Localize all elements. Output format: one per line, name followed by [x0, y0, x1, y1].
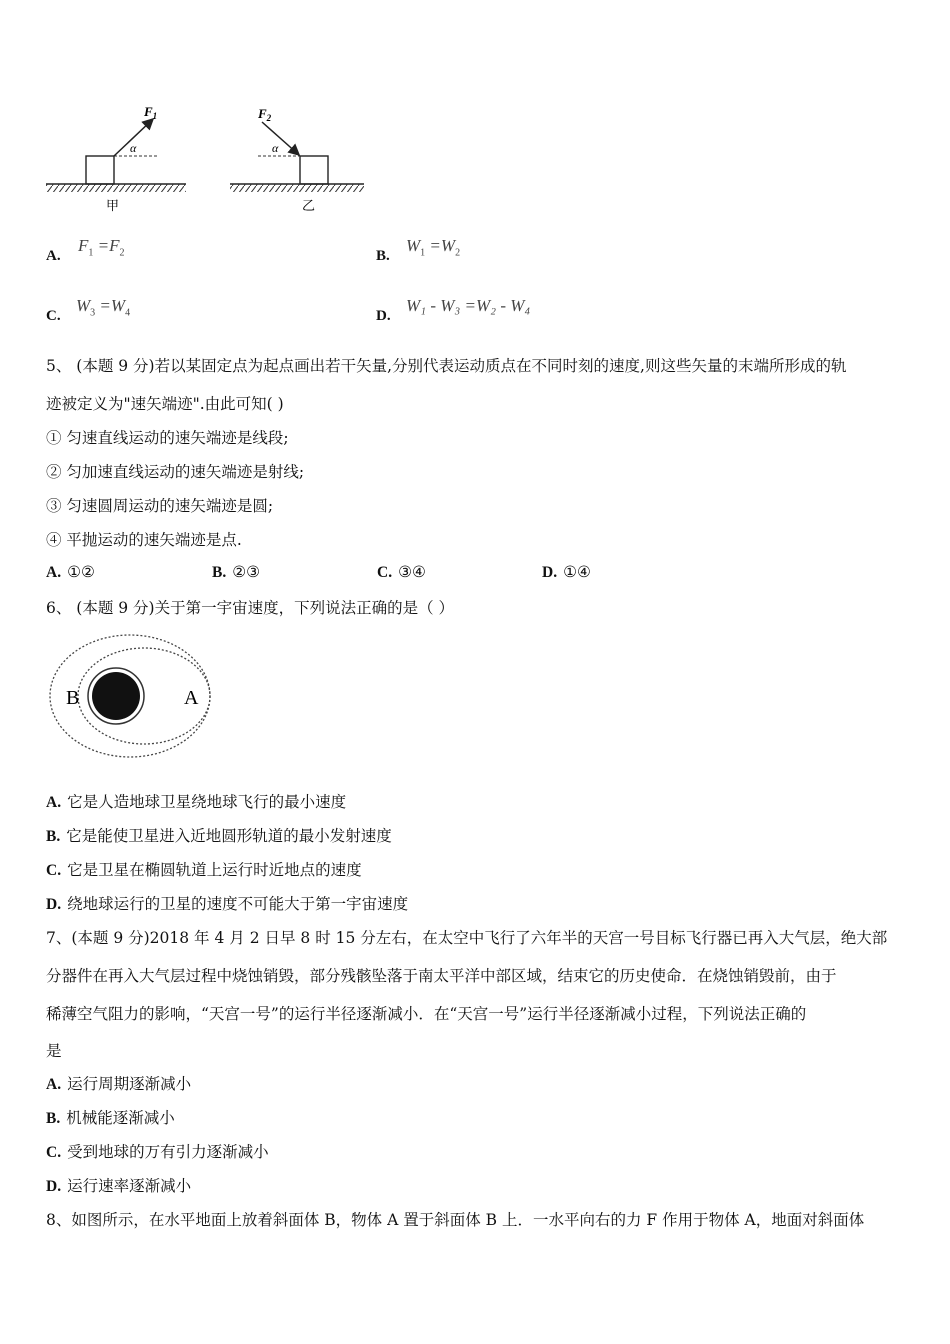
- q7-stem-line3: 稀薄空气阻力的影响，“天宫一号”的运行半径逐渐减小．在“天宫一号”运行半径逐渐减小过程，下列说法正确的: [46, 1005, 807, 1023]
- svg-text:α: α: [272, 141, 279, 155]
- q6-option-a[interactable]: A. 它是人造地球卫星绕地球飞行的最小速度: [46, 793, 347, 811]
- q5-statement-1: ① 匀速直线运动的速矢端迹是线段;: [46, 429, 289, 447]
- q5-choice-c[interactable]: C. ③④: [377, 563, 426, 581]
- q6-option-c[interactable]: C. 它是卫星在椭圆轨道上运行时近地点的速度: [46, 861, 362, 879]
- svg-text:A: A: [184, 687, 199, 709]
- orbit-diagram: [44, 630, 214, 764]
- q7-stem-line1: 7、(本题 9 分)2018 年 4 月 2 日早 8 时 15 分左右，在太空中飞行了六年半的天宫一号目标飞行器已再入大气层，绝大部: [46, 929, 888, 947]
- q7-option-d[interactable]: D. 运行速率逐渐减小: [46, 1177, 192, 1195]
- ground-left: [46, 184, 186, 192]
- q5-choice-a[interactable]: A. ①②: [46, 563, 95, 581]
- q7-option-c[interactable]: C. 受到地球的万有引力逐渐减小: [46, 1143, 269, 1161]
- q5-stem-line1: 5、 (本题 9 分)若以某固定点为起点画出若干矢量,分别代表运动质点在不同时刻的速度,则这些矢量的末端所形成的轨: [46, 357, 847, 375]
- force-arrow-f2: [262, 122, 298, 154]
- caption-left: 甲: [106, 199, 120, 214]
- q6-option-d[interactable]: D. 绕地球运行的卫星的速度不可能大于第一宇宙速度: [46, 895, 409, 913]
- q5-choice-d[interactable]: D. ①④: [542, 563, 591, 581]
- q6-stem: 6、 (本题 9 分)关于第一宇宙速度，下列说法正确的是（ ）: [46, 599, 455, 617]
- q5-statement-4: ④ 平抛运动的速矢端迹是点.: [46, 531, 242, 549]
- q6-option-b[interactable]: B. 它是能使卫星进入近地圆形轨道的最小发射速度: [46, 827, 392, 845]
- earth: [92, 672, 140, 720]
- q7-option-b[interactable]: B. 机械能逐渐减小: [46, 1109, 175, 1127]
- block-right: [300, 156, 328, 184]
- svg-text:F2: $F_2$: [258, 106, 272, 123]
- caption-right: 乙: [302, 199, 316, 214]
- svg-text:B: B: [66, 687, 80, 709]
- q5-choice-b[interactable]: B. ②③: [212, 563, 261, 581]
- q5-statement-2: ② 匀加速直线运动的速矢端迹是射线;: [46, 463, 305, 481]
- q5-stem-line2: 迹被定义为"速矢端迹".由此可知( ): [46, 395, 284, 413]
- q7-option-a[interactable]: A. 运行周期逐渐减小: [46, 1075, 192, 1093]
- q7-stem-line4: 是: [46, 1042, 62, 1060]
- force-diagram: [40, 98, 380, 216]
- svg-text:F1: $F_1$: [144, 104, 158, 121]
- svg-text:α: α: [130, 141, 137, 155]
- q8-stem-line1: 8、如图所示，在水平地面上放着斜面体 B，物体 A 置于斜面体 B 上．一水平向右的力 F 作用于物体 A，地面对斜面体: [46, 1211, 865, 1229]
- q5-statement-3: ③ 匀速圆周运动的速矢端迹是圆;: [46, 497, 274, 515]
- ground-right: [230, 184, 364, 192]
- q7-stem-line2: 分器件在再入大气层过程中烧蚀销毁，部分残骸坠落于南太平洋中部区域，结束它的历史使命．在烧蚀销毁前，由于: [46, 967, 837, 985]
- block-left: [86, 156, 114, 184]
